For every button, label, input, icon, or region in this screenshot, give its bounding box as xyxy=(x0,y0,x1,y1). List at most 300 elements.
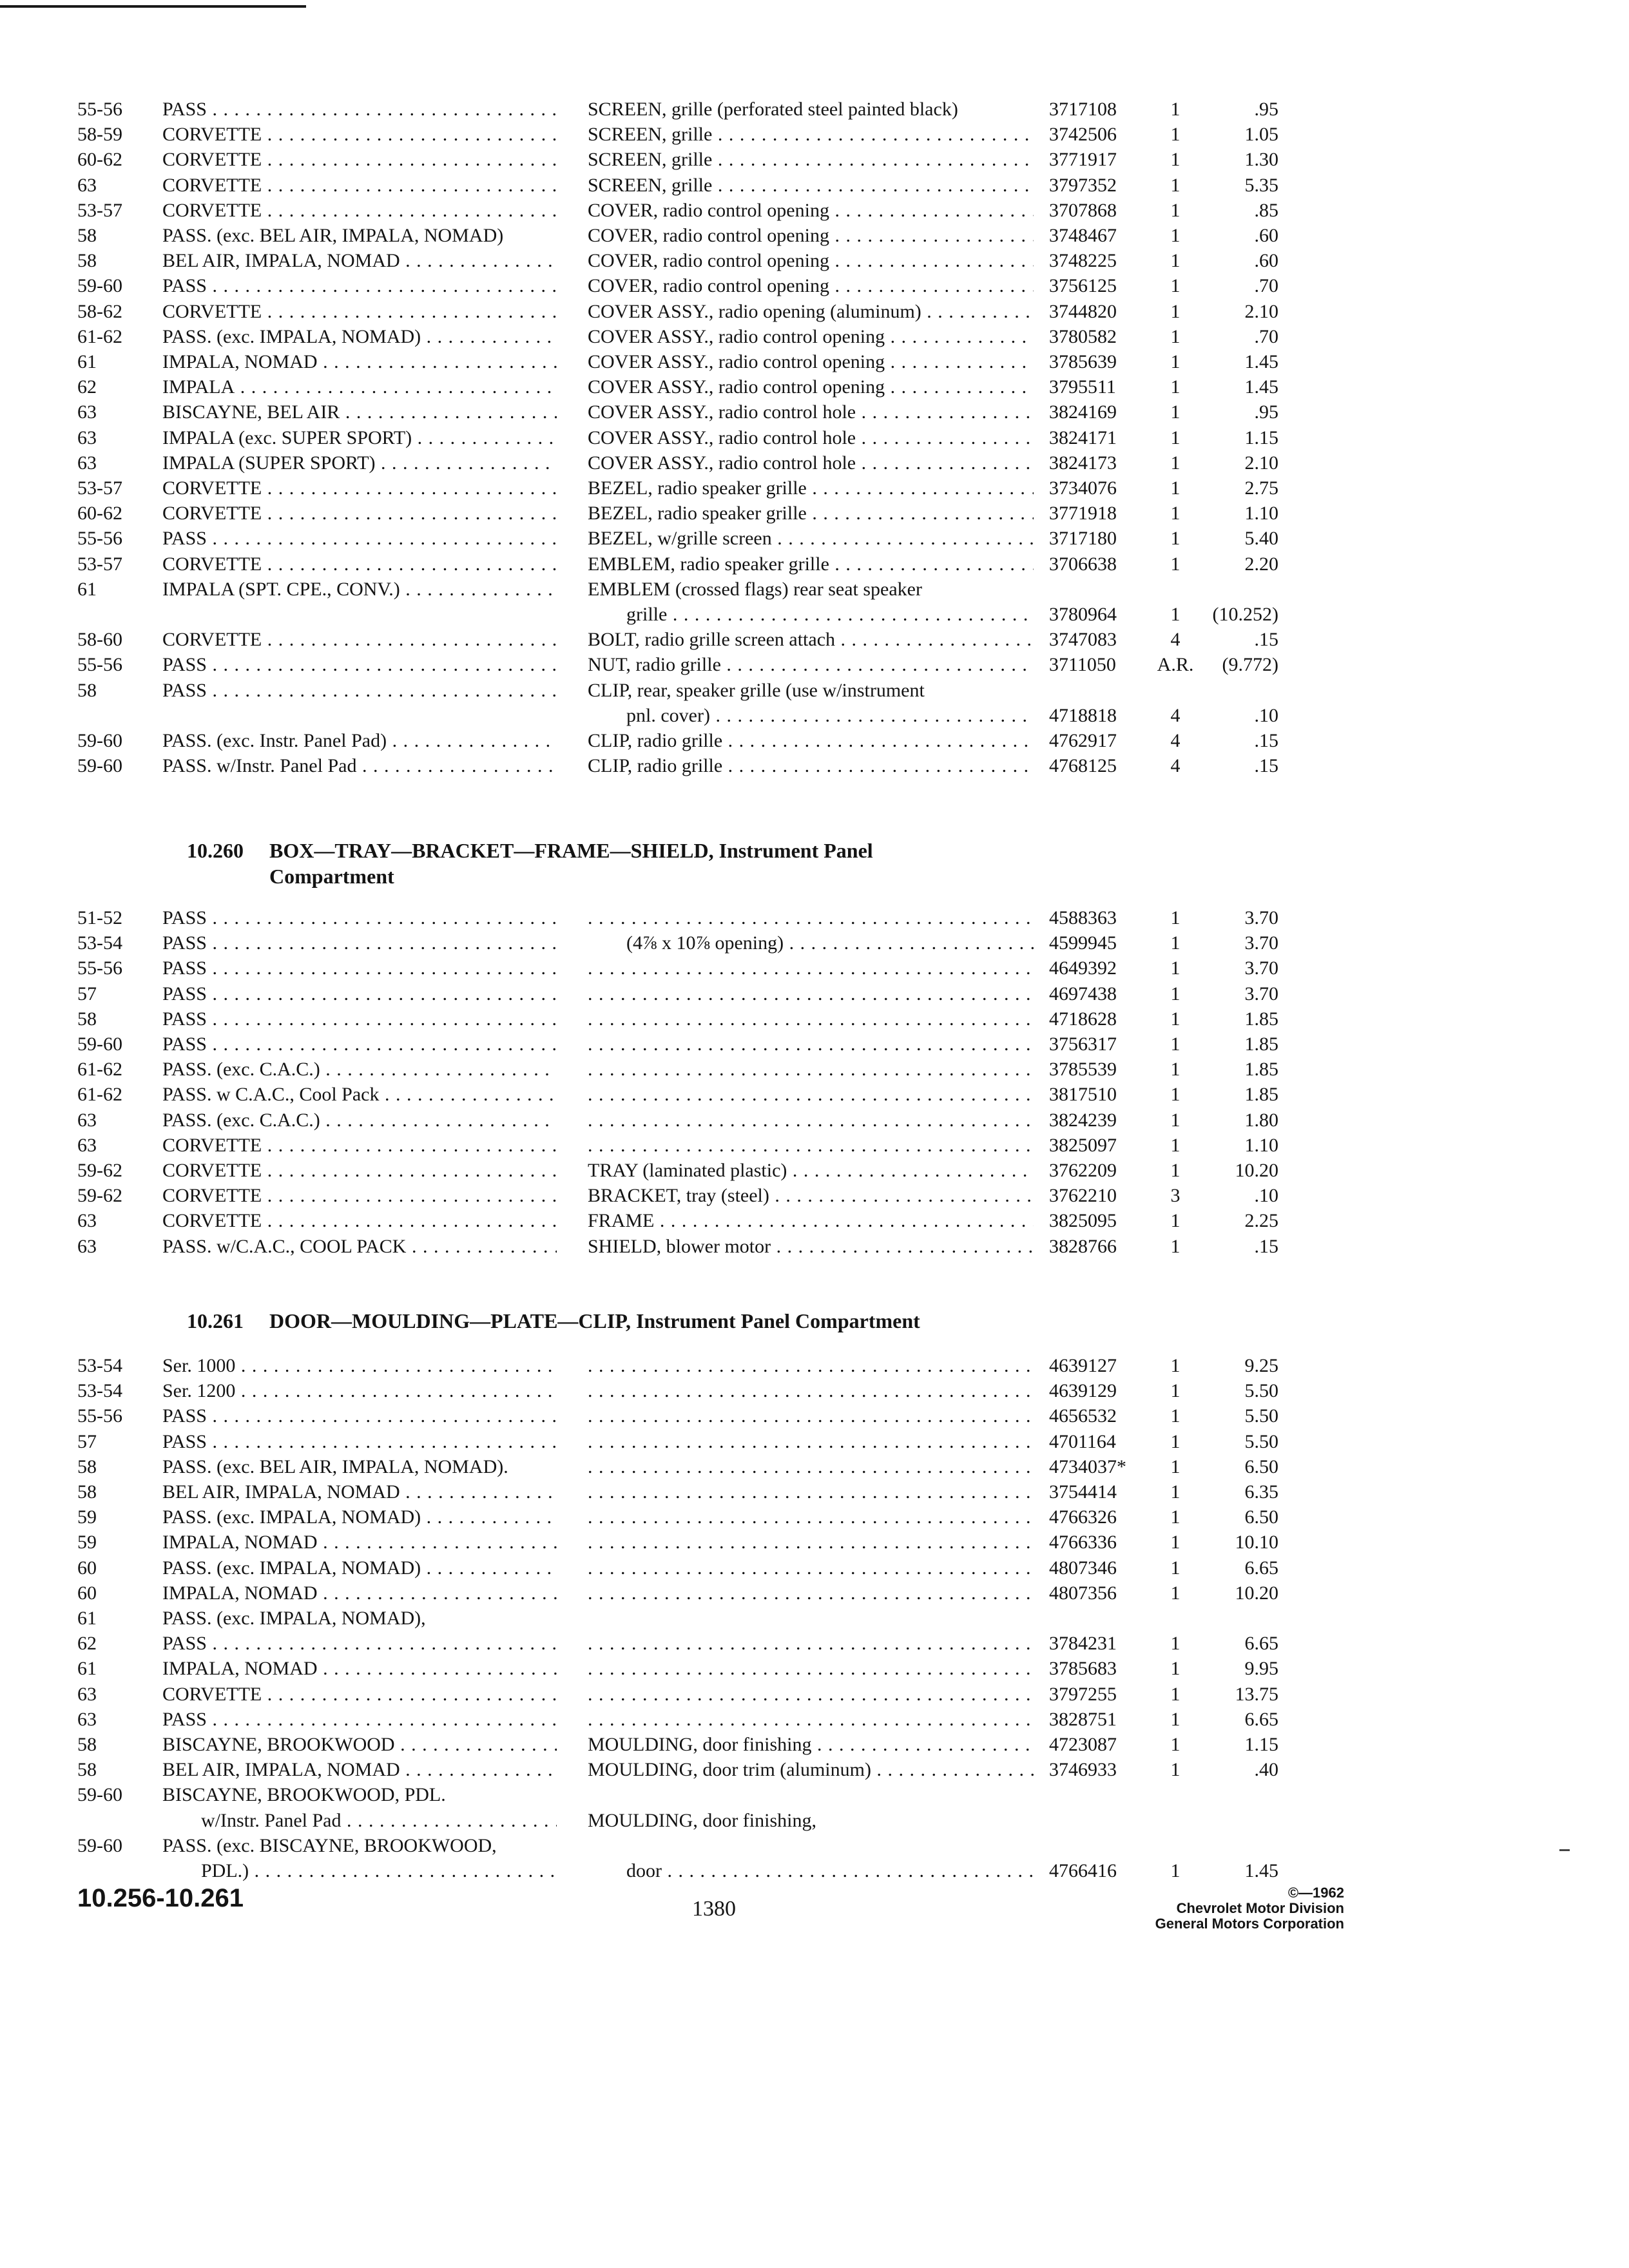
quantity xyxy=(1152,526,1199,552)
quantity xyxy=(1152,1353,1199,1379)
part-number xyxy=(1049,399,1146,425)
parts-row xyxy=(0,1108,1629,1133)
year-range xyxy=(77,981,153,1007)
description-cell xyxy=(588,1858,1034,1884)
year-range-text: 58 xyxy=(77,1734,97,1755)
description-cell xyxy=(588,1530,1034,1555)
part-number xyxy=(1049,552,1146,577)
part-number xyxy=(1049,1581,1146,1606)
description-cell-text: FRAME . . . xyxy=(588,1210,1034,1231)
model-cell xyxy=(162,299,557,325)
model-cell xyxy=(162,1378,557,1404)
quantity-text: 1 xyxy=(1170,1134,1181,1156)
division-name: Chevrolet Motor Division xyxy=(1176,1900,1344,1916)
year-range xyxy=(77,1454,153,1480)
quantity-text: 1 xyxy=(1170,1734,1181,1755)
year-range-text: 55-56 xyxy=(77,654,122,676)
year-range xyxy=(77,1631,153,1657)
price xyxy=(1199,753,1278,779)
description-cell xyxy=(588,552,1034,577)
price-text: 3.70 xyxy=(1244,907,1278,928)
price xyxy=(1199,652,1278,678)
description-cell xyxy=(588,1403,1034,1429)
year-range xyxy=(77,930,153,956)
quantity xyxy=(1152,1530,1199,1555)
description-cell-text: BOLT, radio grille screen attach . . . xyxy=(588,629,1034,650)
year-range xyxy=(77,1032,153,1057)
year-range-text: 60 xyxy=(77,1557,97,1579)
description-cell xyxy=(588,122,1034,148)
section-heading xyxy=(187,1308,920,1334)
year-range-text: 59-60 xyxy=(77,1784,122,1806)
description-cell xyxy=(588,223,1034,249)
price-text: 3.70 xyxy=(1244,957,1278,979)
price xyxy=(1199,930,1278,956)
year-range-text: 61 xyxy=(77,351,97,372)
description-cell-text: BEZEL, radio speaker grille . . . xyxy=(588,503,1034,524)
year-range-text: 62 xyxy=(77,1633,97,1655)
year-range xyxy=(77,1133,153,1158)
price-text: .60 xyxy=(1254,225,1278,246)
quantity-text: 1 xyxy=(1170,1380,1181,1402)
description-cell-text: CLIP, radio grille . . . xyxy=(588,730,1034,751)
parts-row xyxy=(0,1808,1629,1834)
quantity xyxy=(1152,223,1199,249)
part-number-text: 3780582 xyxy=(1049,325,1117,347)
year-range xyxy=(77,1707,153,1733)
price xyxy=(1199,1057,1278,1082)
year-range xyxy=(77,1656,153,1682)
part-number-text: 3756317 xyxy=(1049,1033,1117,1055)
price xyxy=(1199,324,1278,350)
quantity-text: 1 xyxy=(1170,1033,1181,1055)
quantity-text: 1 xyxy=(1170,1405,1181,1427)
year-range xyxy=(77,1530,153,1555)
quantity-text: 1 xyxy=(1170,1658,1181,1680)
year-range xyxy=(77,1378,153,1404)
model-cell xyxy=(162,1656,557,1682)
part-number xyxy=(1049,1454,1146,1480)
parts-row xyxy=(0,602,1629,628)
part-number-text: 3784231 xyxy=(1049,1633,1117,1655)
description-cell xyxy=(588,753,1034,779)
year-range xyxy=(77,1108,153,1133)
year-range-text: 63 xyxy=(77,1235,97,1257)
part-number-text: 3785683 xyxy=(1049,1658,1117,1680)
description-cell-text: (4⅞ x 10⅞ opening) . . . xyxy=(626,932,1034,954)
price-text: .40 xyxy=(1254,1759,1278,1781)
parts-row xyxy=(0,1082,1629,1108)
model-cell-text: Ser. 1000 . . . xyxy=(162,1355,557,1376)
description-cell-text xyxy=(588,1557,1034,1579)
price-text: 1.45 xyxy=(1244,1860,1278,1881)
quantity-text: 1 xyxy=(1170,452,1181,474)
parts-row xyxy=(0,1732,1629,1758)
corporation-name: General Motors Corporation xyxy=(1155,1916,1344,1932)
parts-row xyxy=(0,1707,1629,1733)
part-number-text: 3717180 xyxy=(1049,528,1117,550)
description-cell xyxy=(588,399,1034,425)
description-cell xyxy=(588,299,1034,325)
description-cell-text xyxy=(588,1008,1034,1030)
year-range-text: 59-60 xyxy=(77,1834,122,1856)
part-number-text: 3795511 xyxy=(1049,376,1116,398)
year-range-text: 58 xyxy=(77,1456,97,1477)
price xyxy=(1199,147,1278,173)
year-range-text: 53-57 xyxy=(77,553,122,575)
price xyxy=(1199,198,1278,224)
model-cell xyxy=(162,728,557,754)
quantity xyxy=(1152,1429,1199,1455)
quantity-text: 1 xyxy=(1170,1059,1181,1081)
quantity xyxy=(1152,1133,1199,1158)
part-number-text: 3754414 xyxy=(1049,1481,1117,1503)
price xyxy=(1199,1707,1278,1733)
model-cell xyxy=(162,1032,557,1057)
price xyxy=(1199,1479,1278,1505)
section-number: 10.260 xyxy=(187,839,244,862)
price-text: 2.10 xyxy=(1244,452,1278,474)
part-number-text: 3748225 xyxy=(1049,250,1117,272)
description-cell-text xyxy=(588,983,1034,1004)
quantity-text: 1 xyxy=(1170,1532,1181,1553)
model-cell xyxy=(162,1858,557,1884)
parts-row xyxy=(0,552,1629,577)
quantity xyxy=(1152,728,1199,754)
price xyxy=(1199,1032,1278,1057)
model-cell-text: PASS. (exc. BEL AIR, IMPALA, NOMAD). xyxy=(162,1456,508,1477)
description-cell xyxy=(588,1133,1034,1158)
quantity xyxy=(1152,299,1199,325)
price-text: 10.20 xyxy=(1235,1582,1278,1604)
price-text: .60 xyxy=(1254,250,1278,272)
model-cell xyxy=(162,476,557,501)
year-range xyxy=(77,678,153,704)
quantity xyxy=(1152,1208,1199,1234)
model-cell-text: PASS . . . xyxy=(162,1709,557,1730)
description-cell xyxy=(588,173,1034,198)
model-cell xyxy=(162,981,557,1007)
quantity-text: 1 xyxy=(1170,1160,1181,1181)
description-cell-text: COVER, radio control opening . . . xyxy=(588,225,1034,246)
description-cell xyxy=(588,1479,1034,1505)
parts-row xyxy=(0,1454,1629,1480)
year-range-text: 58 xyxy=(77,1759,97,1781)
quantity xyxy=(1152,1581,1199,1606)
year-range-text: 57 xyxy=(77,983,97,1004)
quantity xyxy=(1152,1631,1199,1657)
model-cell-text: CORVETTE . . . xyxy=(162,629,557,650)
parts-row xyxy=(0,1208,1629,1234)
part-number xyxy=(1049,173,1146,198)
model-cell xyxy=(162,1183,557,1209)
model-cell-text: PASS. (exc. Instr. Panel Pad) . . . xyxy=(162,730,557,751)
model-cell-text: IMPALA (exc. SUPER SPORT) . . . xyxy=(162,427,557,448)
year-range xyxy=(77,1208,153,1234)
part-number-text: 4701164 xyxy=(1049,1430,1116,1452)
quantity xyxy=(1152,1555,1199,1581)
year-range xyxy=(77,299,153,325)
model-cell xyxy=(162,1782,557,1808)
price-text: 1.85 xyxy=(1244,1008,1278,1030)
year-range xyxy=(77,1006,153,1032)
year-range-text: 61 xyxy=(77,578,97,600)
quantity-text: 1 xyxy=(1170,376,1181,398)
year-range xyxy=(77,1782,153,1808)
part-number xyxy=(1049,1732,1146,1758)
price-text: .85 xyxy=(1254,199,1278,221)
year-range xyxy=(77,476,153,501)
quantity xyxy=(1152,147,1199,173)
description-cell-text xyxy=(588,1658,1034,1679)
model-cell-text: BEL AIR, IMPALA, NOMAD . . . xyxy=(162,250,557,271)
year-range xyxy=(77,1682,153,1707)
part-number xyxy=(1049,450,1146,476)
description-cell-text: SHIELD, blower motor . . . xyxy=(588,1236,1034,1257)
quantity xyxy=(1152,652,1199,678)
price-text: 6.65 xyxy=(1244,1633,1278,1655)
year-range-text: 53-54 xyxy=(77,1380,122,1402)
part-number-text: 3825095 xyxy=(1049,1210,1117,1232)
top-rule xyxy=(0,5,306,8)
year-range-text: 61 xyxy=(77,1658,97,1680)
part-number xyxy=(1049,1108,1146,1133)
part-number-text: 3824239 xyxy=(1049,1109,1117,1131)
description-cell-text xyxy=(588,1582,1034,1604)
model-cell xyxy=(162,1133,557,1158)
price-text: 2.20 xyxy=(1244,553,1278,575)
price xyxy=(1199,728,1278,754)
price xyxy=(1199,703,1278,729)
model-cell-text: CORVETTE . . . xyxy=(162,301,557,322)
model-cell-text: PASS. (exc. C.A.C.) . . . xyxy=(162,1110,557,1131)
quantity xyxy=(1152,981,1199,1007)
price xyxy=(1199,1208,1278,1234)
model-cell xyxy=(162,1757,557,1783)
section-title: BOX—TRAY—BRACKET—FRAME—SHIELD, Instrument Panel xyxy=(269,839,873,862)
year-range-text: 53-57 xyxy=(77,199,122,221)
year-range-text: 59-62 xyxy=(77,1160,122,1181)
price-text: 5.50 xyxy=(1244,1405,1278,1427)
parts-row xyxy=(0,703,1629,729)
year-range-text: 61-62 xyxy=(77,325,122,347)
quantity xyxy=(1152,703,1199,729)
year-range-text: 55-56 xyxy=(77,528,122,550)
part-number xyxy=(1049,1183,1146,1209)
model-cell-text: BISCAYNE, BROOKWOOD, PDL. xyxy=(162,1784,446,1806)
section-title: DOOR—MOULDING—PLATE—CLIP, Instrument Panel Compartment xyxy=(269,1309,920,1332)
year-range xyxy=(77,97,153,122)
year-range-text: 58 xyxy=(77,1481,97,1503)
quantity-text: 1 xyxy=(1170,1210,1181,1232)
part-number xyxy=(1049,930,1146,956)
copyright-block xyxy=(1070,1885,1344,1932)
price-text: 5.50 xyxy=(1244,1380,1278,1402)
price-text: 9.95 xyxy=(1244,1658,1278,1680)
model-cell xyxy=(162,97,557,122)
year-range-text: 53-54 xyxy=(77,932,122,954)
model-cell xyxy=(162,1353,557,1379)
model-cell xyxy=(162,1006,557,1032)
model-cell-text: PASS. (exc. BISCAYNE, BROOKWOOD, xyxy=(162,1834,497,1856)
price-text: 1.30 xyxy=(1244,149,1278,171)
model-cell-text: CORVETTE . . . xyxy=(162,477,557,499)
part-number-text: 3780964 xyxy=(1049,604,1117,625)
model-cell-text: PASS. (exc. IMPALA, NOMAD) . . . xyxy=(162,326,557,347)
part-number-text: 3742506 xyxy=(1049,124,1117,146)
part-number-text: 4768125 xyxy=(1049,755,1117,777)
model-cell xyxy=(162,324,557,350)
part-number-text: 4599945 xyxy=(1049,932,1117,954)
year-range-text: 59-62 xyxy=(77,1185,122,1207)
copyright-year: ©—1962 xyxy=(1287,1885,1344,1901)
part-number-text: 4807346 xyxy=(1049,1557,1117,1579)
part-number xyxy=(1049,501,1146,526)
part-number-text: 4766416 xyxy=(1049,1860,1117,1881)
parts-row xyxy=(0,1183,1629,1209)
description-cell xyxy=(588,273,1034,299)
description-cell xyxy=(588,1082,1034,1108)
price xyxy=(1199,1234,1278,1260)
price xyxy=(1199,97,1278,122)
parts-row xyxy=(0,324,1629,350)
year-range-text: 59 xyxy=(77,1532,97,1553)
price xyxy=(1199,1555,1278,1581)
year-range-text: 63 xyxy=(77,174,97,196)
description-cell-text: COVER ASSY., radio control opening . . . xyxy=(588,376,1034,398)
part-number xyxy=(1049,1234,1146,1260)
model-cell-text: PASS. w C.A.C., Cool Pack . . . xyxy=(162,1084,557,1105)
model-cell xyxy=(162,552,557,577)
quantity-text: A.R. xyxy=(1157,654,1194,676)
price-text: 5.50 xyxy=(1244,1430,1278,1452)
quantity-text: 1 xyxy=(1170,427,1181,448)
quantity-text: 1 xyxy=(1170,401,1181,423)
quantity xyxy=(1152,753,1199,779)
model-cell-text: PASS. (exc. IMPALA, NOMAD) . . . xyxy=(162,1506,557,1528)
quantity xyxy=(1152,173,1199,198)
parts-row xyxy=(0,248,1629,274)
year-range xyxy=(77,753,153,779)
year-range xyxy=(77,1057,153,1082)
parts-row xyxy=(0,1631,1629,1657)
quantity-text: 1 xyxy=(1170,99,1181,120)
quantity xyxy=(1152,930,1199,956)
quantity xyxy=(1152,1858,1199,1884)
price xyxy=(1199,374,1278,400)
quantity xyxy=(1152,956,1199,981)
margin-mark xyxy=(1559,1849,1570,1851)
model-cell xyxy=(162,627,557,653)
parts-row xyxy=(0,97,1629,122)
model-cell xyxy=(162,1555,557,1581)
quantity-text: 1 xyxy=(1170,225,1181,246)
year-range xyxy=(77,1234,153,1260)
year-range xyxy=(77,450,153,476)
quantity-text: 1 xyxy=(1170,1683,1181,1705)
price-text: 1.85 xyxy=(1244,1084,1278,1106)
price-text: 5.35 xyxy=(1244,174,1278,196)
price-text: 1.85 xyxy=(1244,1033,1278,1055)
description-cell xyxy=(588,1234,1034,1260)
description-cell-text: NUT, radio grille . . . xyxy=(588,654,1034,675)
year-range-text: 62 xyxy=(77,376,97,398)
description-cell-text: pnl. cover) . . . xyxy=(626,705,1034,726)
year-range-text: 58-62 xyxy=(77,300,122,322)
description-cell xyxy=(588,1057,1034,1082)
quantity xyxy=(1152,324,1199,350)
price-text: 1.15 xyxy=(1244,1734,1278,1755)
model-cell xyxy=(162,425,557,451)
quantity-text: 1 xyxy=(1170,1235,1181,1257)
quantity xyxy=(1152,1707,1199,1733)
model-cell xyxy=(162,1479,557,1505)
part-number-text: 3824169 xyxy=(1049,401,1117,423)
description-cell xyxy=(588,627,1034,653)
parts-row xyxy=(0,299,1629,325)
price-text: .95 xyxy=(1254,401,1278,423)
parts-row xyxy=(0,273,1629,299)
year-range xyxy=(77,198,153,224)
price xyxy=(1199,349,1278,375)
description-cell-text xyxy=(588,1506,1034,1528)
price xyxy=(1199,173,1278,198)
year-range-text: 60-62 xyxy=(77,503,122,524)
model-cell xyxy=(162,1631,557,1657)
year-range-text: 55-56 xyxy=(77,957,122,979)
part-number-text: 4649392 xyxy=(1049,957,1117,979)
quantity xyxy=(1152,1454,1199,1480)
model-cell-text: PASS . . . xyxy=(162,275,557,296)
model-cell xyxy=(162,1158,557,1184)
description-cell xyxy=(588,1707,1034,1733)
year-range xyxy=(77,1555,153,1581)
price xyxy=(1199,1429,1278,1455)
year-range-text: 60 xyxy=(77,1582,97,1604)
quantity xyxy=(1152,198,1199,224)
part-number-text: 4723087 xyxy=(1049,1734,1117,1755)
parts-row xyxy=(0,1757,1629,1783)
model-cell-text: PASS . . . xyxy=(162,932,557,954)
part-number xyxy=(1049,1479,1146,1505)
part-number-text: 3711050 xyxy=(1049,654,1116,676)
year-range xyxy=(77,627,153,653)
year-range xyxy=(77,147,153,173)
price-text: 1.45 xyxy=(1244,351,1278,372)
part-number-text: 4697438 xyxy=(1049,983,1117,1004)
quantity xyxy=(1152,1032,1199,1057)
parts-row xyxy=(0,1057,1629,1082)
parts-row xyxy=(0,1479,1629,1505)
description-cell-text: COVER ASSY., radio control hole . . . xyxy=(588,452,1034,474)
price-text: .95 xyxy=(1254,99,1278,120)
price-text: 1.45 xyxy=(1244,376,1278,398)
part-number xyxy=(1049,273,1146,299)
description-cell-text: BRACKET, tray (steel) . . . xyxy=(588,1185,1034,1206)
year-range-text: 61 xyxy=(77,1608,97,1629)
quantity xyxy=(1152,627,1199,653)
quantity-text: 1 xyxy=(1170,604,1181,625)
description-cell xyxy=(588,425,1034,451)
year-range xyxy=(77,248,153,274)
model-cell xyxy=(162,526,557,552)
parts-row xyxy=(0,173,1629,198)
part-number xyxy=(1049,248,1146,274)
parts-row xyxy=(0,1530,1629,1555)
description-cell-text: CLIP, radio grille . . . xyxy=(588,755,1034,776)
part-number xyxy=(1049,147,1146,173)
description-cell xyxy=(588,1032,1034,1057)
